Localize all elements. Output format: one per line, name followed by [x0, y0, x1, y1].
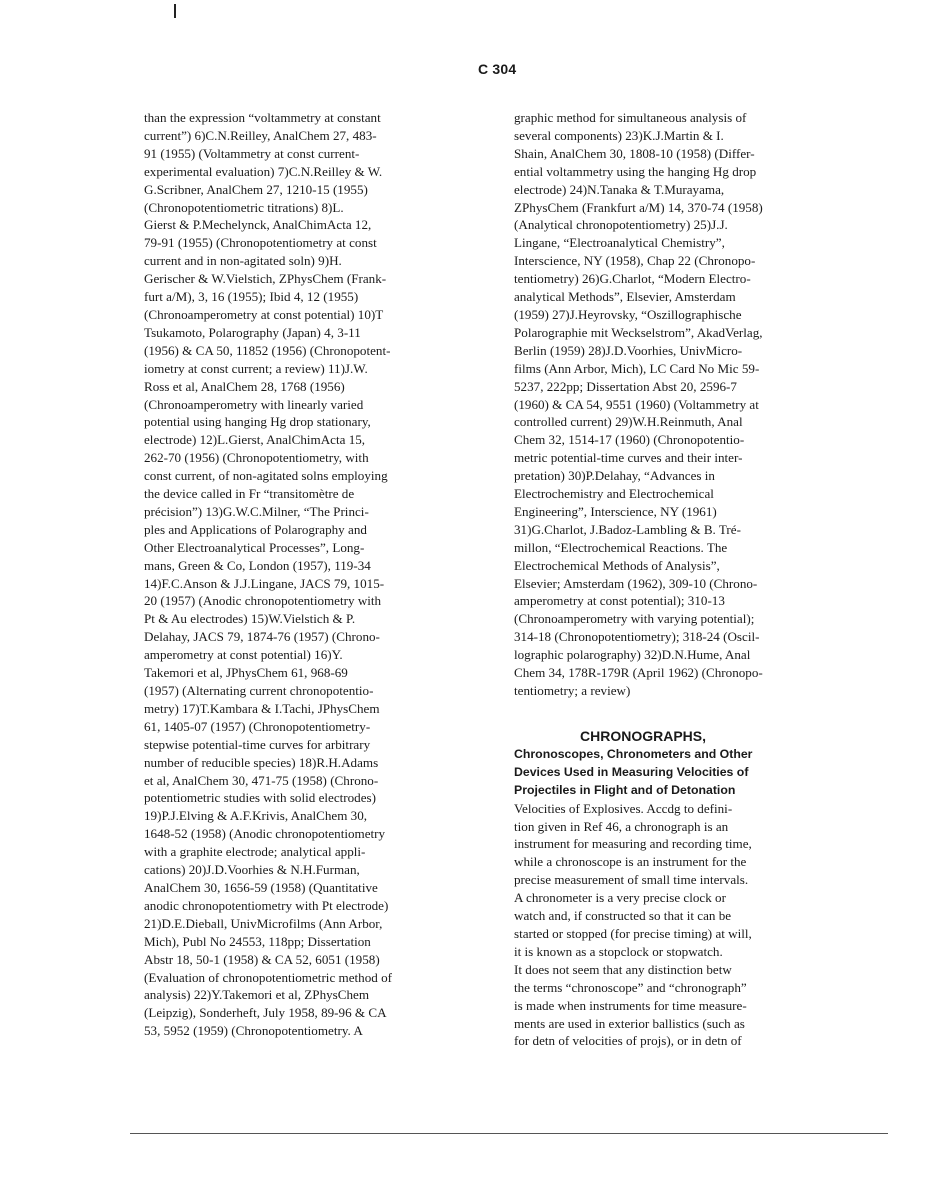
text-line: Tsukamoto, Polarography (Japan) 4, 3-11: [144, 324, 361, 340]
text-line: precise measurement of small time intervals.: [514, 872, 749, 888]
section-subtitle-line: Projectiles in Flight and of Detonation: [514, 782, 736, 797]
text-line: ZPhysChem (Frankfurt a/M) 14, 370-74 (1958): [514, 199, 763, 215]
text-line: (Chronopotentiometric titrations) 8)L.: [144, 199, 344, 215]
text-line: (1956) & CA 50, 11852 (1956) (Chronopotent-: [144, 342, 391, 358]
text-line: tentiometry; a review): [514, 683, 631, 698]
text-line: (1959) 27)J.Heyrovsky, “Oszillographische: [514, 306, 742, 322]
text-line: G.Scribner, AnalChem 27, 1210-15 (1955): [144, 181, 368, 197]
text-line: Abstr 18, 50-1 (1958) & CA 52, 6051 (1958): [144, 951, 380, 967]
text-line: is made when instruments for time measure-: [514, 997, 747, 1013]
text-line: Gerischer & W.Vielstich, ZPhysChem (Frank-: [144, 271, 387, 287]
margin-mark: [174, 4, 176, 18]
text-line: potentiometric studies with solid electrodes): [144, 790, 376, 806]
text-line: it is known as a stopclock or stopwatch.: [514, 943, 723, 959]
text-line: (Evaluation of chronopotentiometric method of: [144, 969, 392, 985]
text-line: metric potential-time curves and their inter-: [514, 450, 743, 466]
text-line: Gierst & P.Mechelynck, AnalChimActa 12,: [144, 217, 372, 233]
text-line: (Chronoamperometry with linearly varied: [144, 396, 364, 412]
section-subtitle: [514, 746, 814, 800]
text-line: watch and, if constructed so that it can be: [514, 908, 732, 924]
text-line: Electrochemistry and Electrochemical: [514, 486, 714, 502]
text-line: 314-18 (Chronopotentiometry); 318-24 (Oscil-: [514, 629, 760, 645]
text-line: Velocities of Explosives. Accdg to defini-: [514, 800, 733, 816]
text-line: It does not seem that any distinction betw: [514, 961, 732, 977]
text-line: experimental evaluation) 7)C.N.Reilley & W.: [144, 163, 383, 179]
text-line: 21)D.E.Dieball, UnivMicrofilms (Ann Arbor,: [144, 915, 383, 931]
text-line: 19)P.J.Elving & A.F.Krivis, AnalChem 30,: [144, 808, 368, 824]
right-column: [514, 109, 814, 1050]
text-line: instrument for measuring and recording time,: [514, 836, 752, 852]
text-line: A chronometer is a very precise clock or: [514, 890, 726, 906]
text-line: the terms “chronoscope” and “chronograph”: [514, 979, 747, 995]
text-line: (1960) & CA 54, 9551 (1960) (Voltammetry at: [514, 396, 759, 412]
text-line: 5237, 222pp; Dissertation Abst 20, 2596-7: [514, 378, 737, 394]
text-line: films (Ann Arbor, Mich), LC Card No Mic 59-: [514, 360, 760, 376]
text-line: current”) 6)C.N.Reilley, AnalChem 27, 483-: [144, 127, 377, 143]
text-line: (Leipzig), Sonderheft, July 1958, 89-96 & CA: [144, 1005, 387, 1021]
text-line: 53, 5952 (1959) (Chronopotentiometry. A: [144, 1023, 363, 1039]
text-line: amperometry at const potential); 310-13: [514, 593, 725, 609]
left-column: [144, 109, 464, 1040]
section-body: [514, 800, 814, 1051]
text-line: number of reducible species) 18)R.H.Adams: [144, 754, 379, 770]
text-line: 20 (1957) (Anodic chronopotentiometry with: [144, 593, 382, 609]
text-line: (Chronoamperometry at const potential) 10)T: [144, 306, 384, 322]
text-line: 91 (1955) (Voltammetry at const current-: [144, 145, 360, 161]
text-line: (1957) (Alternating current chronopotentio-: [144, 683, 374, 698]
text-line: et al, AnalChem 30, 471-75 (1958) (Chrono-: [144, 772, 379, 788]
text-line: than the expression “voltammetry at constant: [144, 110, 381, 125]
text-line: iometry at const current; a review) 11)J.W.: [144, 360, 368, 376]
text-line: Engineering”, Interscience, NY (1961): [514, 503, 717, 519]
text-line: potential using hanging Hg drop stationary,: [144, 414, 371, 430]
text-line: started or stopped (for precise timing) at will,: [514, 925, 752, 941]
text-line: (Analytical chronopotentiometry) 25)J.J.: [514, 217, 728, 233]
page-number: C 304: [478, 61, 517, 77]
text-line: several components) 23)K.J.Martin & I.: [514, 127, 724, 143]
text-line: Elsevier; Amsterdam (1962), 309-10 (Chrono-: [514, 575, 758, 591]
text-line: with a graphite electrode; analytical appli-: [144, 844, 366, 860]
text-line: for detn of velocities of projs), or in detn of: [514, 1033, 742, 1049]
text-line: ments are used in exterior ballistics (such as: [514, 1015, 745, 1031]
text-line: Berlin (1959) 28)J.D.Voorhies, UnivMicro-: [514, 342, 743, 358]
text-line: (Chronoamperometry with varying potential);: [514, 611, 755, 627]
text-line: analysis) 22)Y.Takemori et al, ZPhysChem: [144, 987, 370, 1003]
text-line: 1648-52 (1958) (Anodic chronopotentiometry: [144, 826, 386, 842]
text-line: tion given in Ref 46, a chronograph is an: [514, 818, 729, 834]
text-line: précision”) 13)G.W.C.Milner, “The Princi-: [144, 503, 369, 519]
text-line: Shain, AnalChem 30, 1808-10 (1958) (Differ-: [514, 145, 755, 161]
text-line: AnalChem 30, 1656-59 (1958) (Quantitative: [144, 879, 378, 895]
text-line: Ross et al, AnalChem 28, 1768 (1956): [144, 378, 345, 394]
text-line: ples and Applications of Polarography and: [144, 521, 367, 537]
text-line: Other Electroanalytical Processes”, Long-: [144, 539, 365, 555]
text-line: Mich), Publ No 24553, 118pp; Dissertation: [144, 933, 371, 949]
text-line: metry) 17)T.Kambara & I.Tachi, JPhysChem: [144, 700, 380, 716]
text-line: pretation) 30)P.Delahay, “Advances in: [514, 468, 715, 484]
text-line: Chem 32, 1514-17 (1960) (Chronopotentio-: [514, 432, 745, 448]
text-line: electrode) 12)L.Gierst, AnalChimActa 15,: [144, 432, 366, 448]
text-line: Interscience, NY (1958), Chap 22 (Chronopo-: [514, 253, 756, 269]
text-line: tentiometry) 26)G.Charlot, “Modern Electro-: [514, 271, 751, 287]
text-line: stepwise potential-time curves for arbitrary: [144, 736, 371, 752]
text-line: Polarographie mit Weckselstrom”, AkadVerlag,: [514, 324, 763, 340]
right-column-references: [514, 109, 814, 700]
text-line: graphic method for simultaneous analysis of: [514, 110, 747, 125]
text-line: electrode) 24)N.Tanaka & T.Murayama,: [514, 181, 725, 197]
section-subtitle-line: Chronoscopes, Chronometers and Other: [514, 746, 753, 761]
text-line: lographic polarography) 32)D.N.Hume, Anal: [514, 647, 751, 663]
text-line: the device called in Fr “transitomètre de: [144, 486, 355, 502]
text-line: 14)F.C.Anson & J.J.Lingane, JACS 79, 1015-: [144, 575, 385, 591]
text-line: controlled current) 29)W.H.Reinmuth, Anal: [514, 414, 743, 430]
text-line: 262-70 (1956) (Chronopotentiometry, with: [144, 450, 369, 466]
text-line: const current, of non-agitated solns employing: [144, 468, 388, 484]
text-line: analytical Methods”, Elsevier, Amsterdam: [514, 289, 736, 305]
text-line: Delahay, JACS 79, 1874-76 (1957) (Chrono-: [144, 629, 380, 645]
bottom-rule: [130, 1133, 888, 1134]
text-line: 79-91 (1955) (Chronopotentiometry at const: [144, 235, 377, 251]
section-title: CHRONOGRAPHS,: [580, 727, 707, 744]
section-subtitle-line: Devices Used in Measuring Velocities of: [514, 764, 749, 779]
text-line: mans, Green & Co, London (1957), 119-34: [144, 557, 371, 573]
text-line: Takemori et al, JPhysChem 61, 968-69: [144, 665, 348, 681]
text-line: furt a/M), 3, 16 (1955); Ibid 4, 12 (1955): [144, 289, 359, 305]
text-line: 31)G.Charlot, J.Badoz-Lambling & B. Tré-: [514, 521, 741, 537]
text-line: millon, “Electrochemical Reactions. The: [514, 539, 728, 555]
text-line: while a chronoscope is an instrument for the: [514, 854, 747, 870]
text-line: Lingane, “Electroanalytical Chemistry”,: [514, 235, 725, 251]
text-line: current and in non-agitated soln) 9)H.: [144, 253, 342, 269]
text-line: anodic chronopotentiometry with Pt electrode): [144, 897, 389, 913]
text-line: Pt & Au electrodes) 15)W.Vielstich & P.: [144, 611, 356, 627]
text-line: cations) 20)J.D.Voorhies & N.H.Furman,: [144, 862, 360, 878]
text-line: ential voltammetry using the hanging Hg drop: [514, 163, 757, 179]
text-line: Electrochemical Methods of Analysis”,: [514, 557, 720, 573]
text-line: 61, 1405-07 (1957) (Chronopotentiometry-: [144, 718, 371, 734]
text-line: amperometry at const potential) 16)Y.: [144, 647, 343, 663]
text-line: Chem 34, 178R-179R (April 1962) (Chronopo-: [514, 665, 763, 681]
